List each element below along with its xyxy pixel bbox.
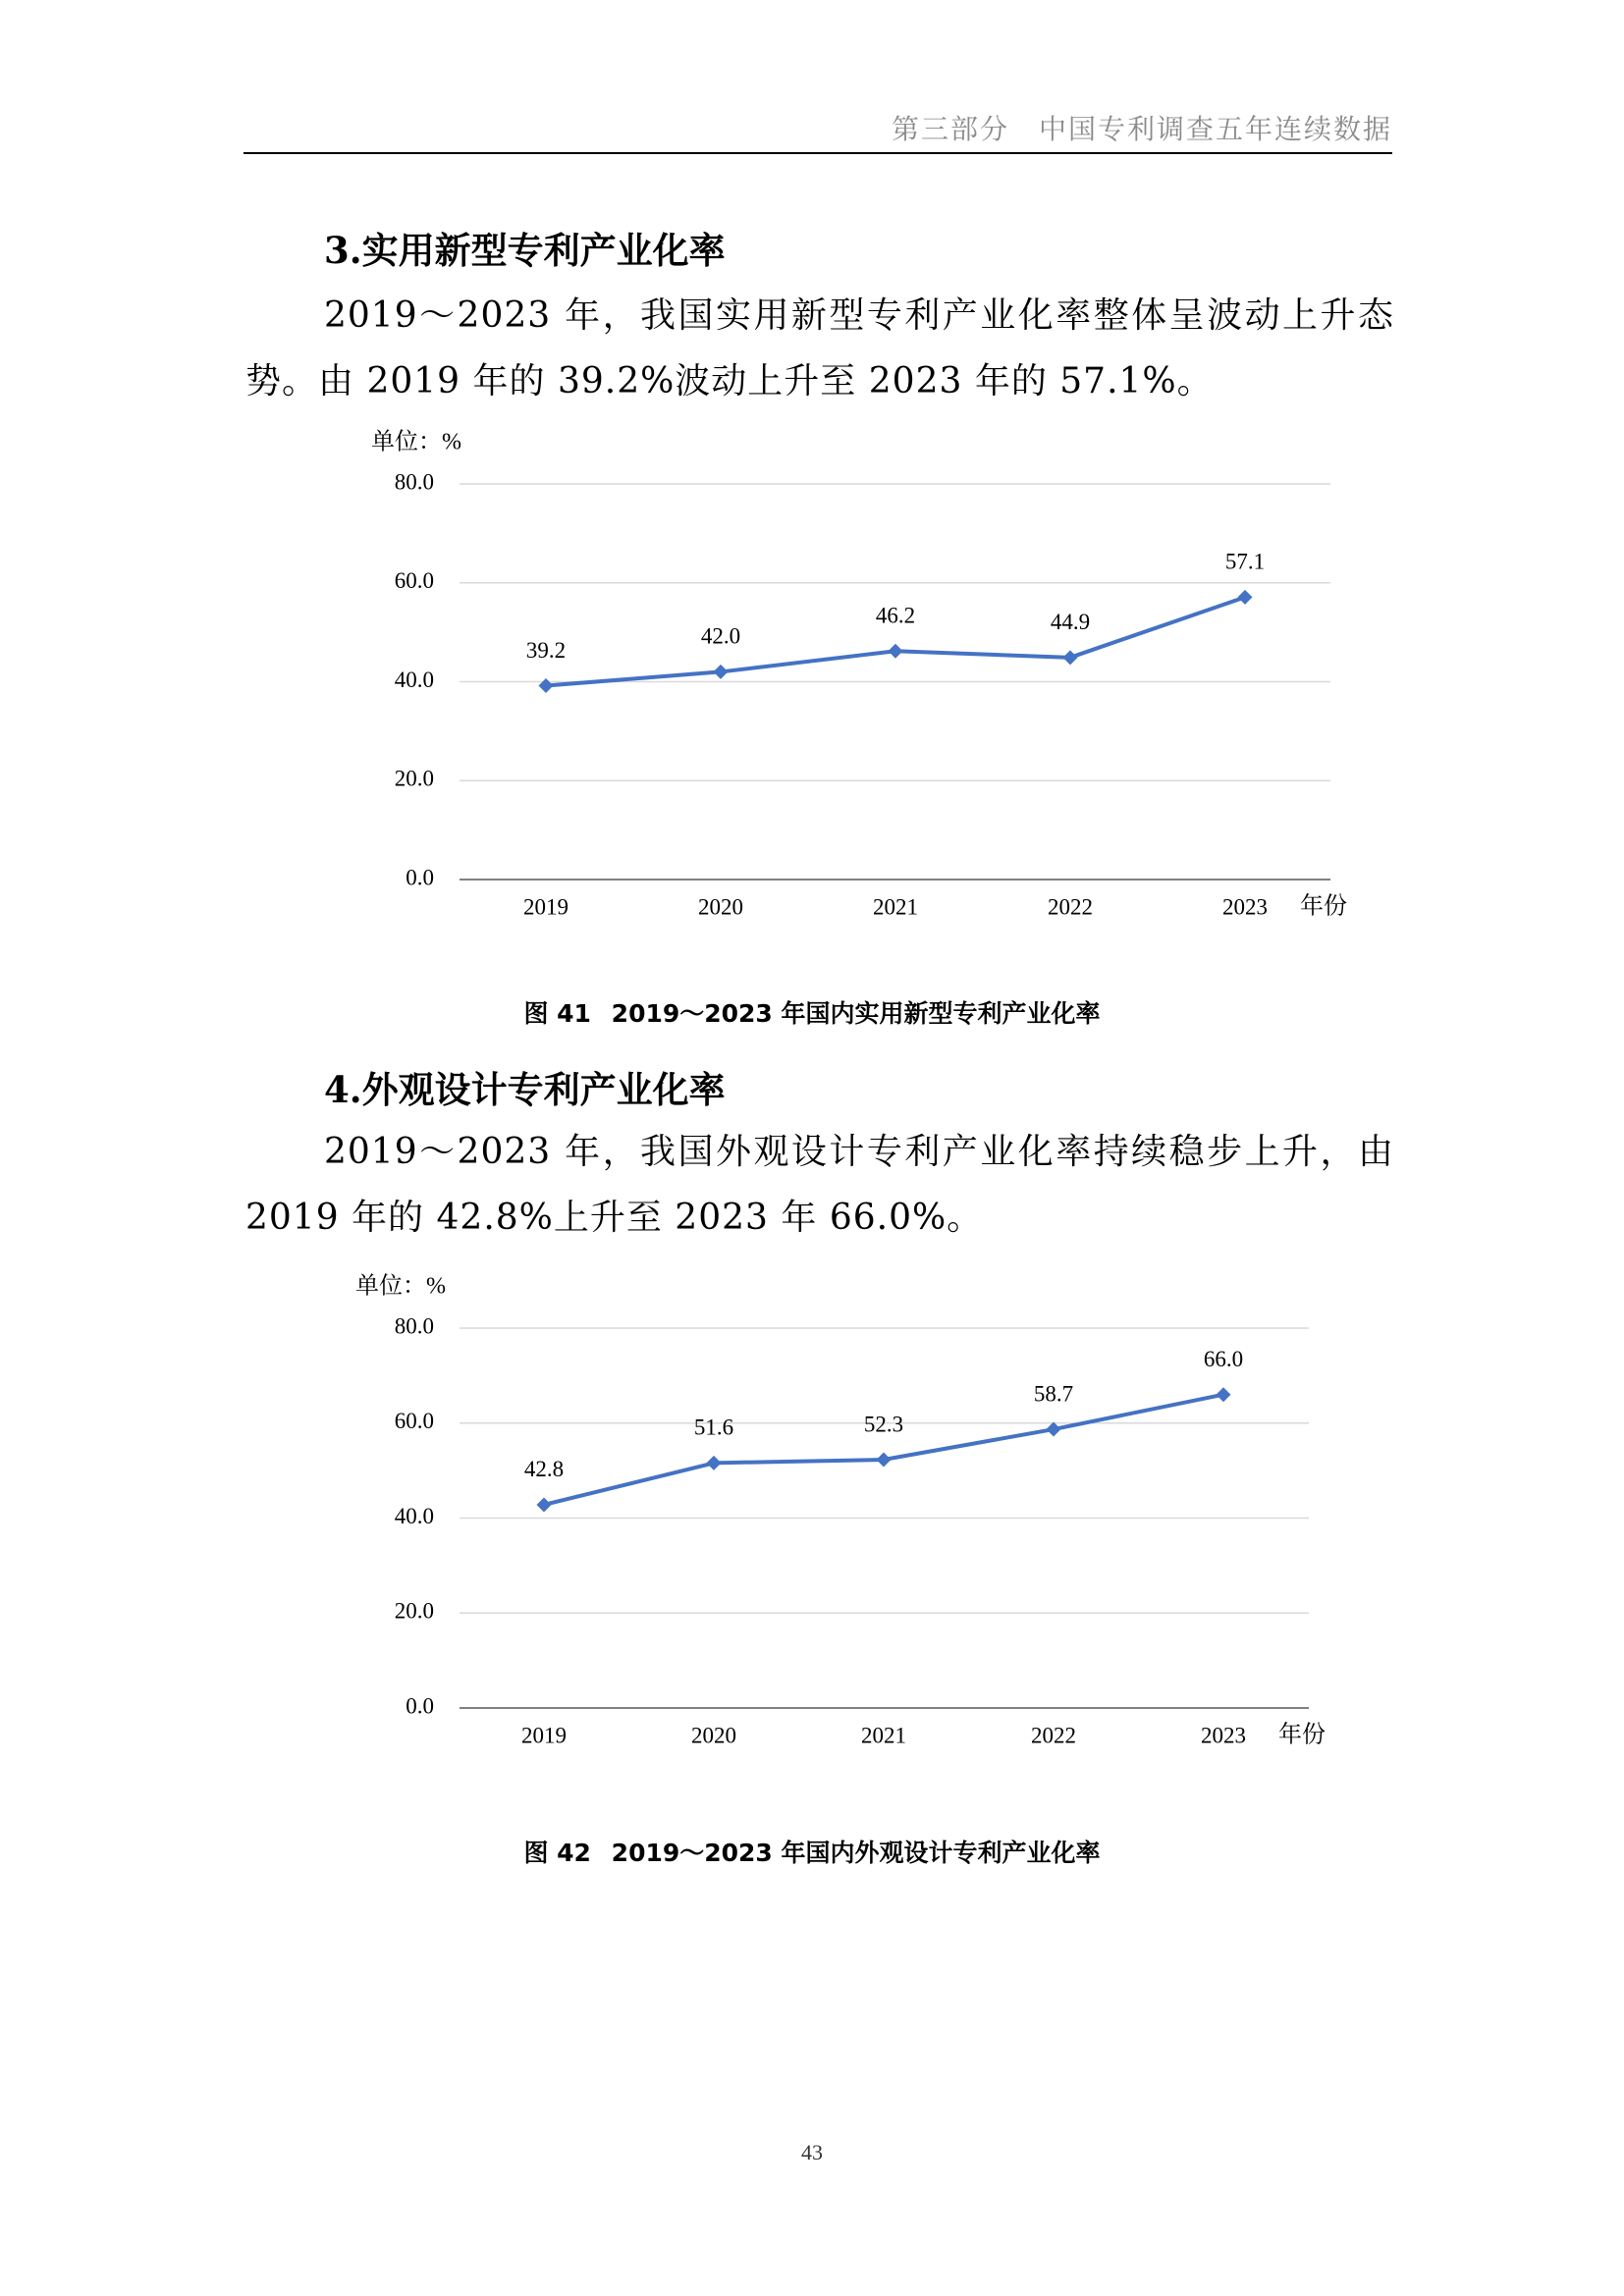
data-label: 39.2 [525, 637, 567, 663]
x-tick-label: 2019 [521, 1723, 567, 1748]
y-tick-label: 20.0 [394, 1598, 434, 1624]
unit-label: 单位：% [371, 429, 461, 455]
section-paragraph-utility-model: 2019～2023 年，我国实用新型专利产业化率整体呈波动上升态势。由 2019 年的 39.2%波动上升至 2023 年的 57.1%。 [245, 295, 1394, 401]
y-tick-label: 80.0 [394, 1313, 434, 1339]
y-tick-label: 0.0 [406, 865, 434, 890]
figure-41-caption [0, 994, 1624, 1030]
x-tick-label: 2023 [1201, 1723, 1246, 1748]
data-label: 42.0 [700, 623, 741, 649]
data-point-marker [714, 665, 729, 679]
x-tick-label: 2022 [1048, 894, 1093, 920]
data-point-marker [889, 644, 903, 659]
x-axis-label: 年份 [1278, 1722, 1326, 1748]
y-tick-label: 20.0 [394, 766, 434, 791]
x-tick-label: 2020 [698, 894, 743, 920]
caption-text: 2019～2023 年国内外观设计专利产业化率 [611, 1839, 1101, 1867]
data-label: 66.0 [1203, 1347, 1244, 1372]
y-tick-label: 40.0 [394, 1503, 434, 1528]
data-label: 46.2 [875, 603, 916, 628]
x-tick-label: 2019 [523, 894, 568, 920]
data-point-marker [1217, 1387, 1231, 1402]
design-chart [0, 1266, 1624, 1816]
data-point-marker [1238, 590, 1253, 605]
x-axis-label: 年份 [1300, 893, 1347, 920]
y-tick-label: 60.0 [394, 1409, 434, 1434]
section-paragraph-design: 2019～2023 年，我国外观设计专利产业化率持续稳步上升，由 2019 年的 42.8%上升至 2023 年 66.0%。 [245, 1132, 1394, 1238]
utility-model-line-chart [0, 422, 1624, 972]
data-label: 52.3 [863, 1412, 904, 1437]
section-heading-utility-model: 3.实用新型专利产业化率 [324, 229, 726, 272]
y-tick-label: 40.0 [394, 667, 434, 692]
caption-number: 图 42 [523, 1839, 591, 1867]
data-point-marker [1047, 1422, 1061, 1437]
caption-number: 图 41 [523, 999, 591, 1028]
x-tick-label: 2021 [861, 1723, 906, 1748]
utility-model-chart [0, 422, 1624, 972]
data-point-marker [1063, 650, 1078, 665]
figure-42-caption [0, 1834, 1624, 1869]
data-label: 44.9 [1050, 610, 1091, 635]
running-header: 第三部分 中国专利调查五年连续数据 [891, 113, 1392, 145]
caption-text: 2019～2023 年国内实用新型专利产业化率 [611, 999, 1101, 1028]
page-number: 43 [801, 2140, 823, 2164]
x-tick-label: 2023 [1222, 894, 1268, 920]
data-label: 58.7 [1033, 1381, 1074, 1407]
y-tick-label: 0.0 [406, 1693, 434, 1719]
header-rule [244, 152, 1392, 154]
data-point-marker [707, 1456, 722, 1470]
x-tick-label: 2021 [873, 894, 918, 920]
x-tick-label: 2022 [1031, 1723, 1076, 1748]
section-heading-design: 4.外观设计专利产业化率 [324, 1068, 726, 1111]
data-label: 57.1 [1224, 549, 1266, 574]
data-label: 42.8 [523, 1457, 565, 1482]
y-tick-label: 60.0 [394, 568, 434, 594]
data-label: 51.6 [693, 1415, 734, 1440]
data-point-marker [537, 1497, 552, 1512]
data-point-marker [877, 1452, 892, 1467]
x-tick-label: 2020 [691, 1723, 736, 1748]
data-point-marker [539, 678, 554, 693]
y-tick-label: 80.0 [394, 469, 434, 495]
unit-label: 单位：% [355, 1273, 446, 1300]
design-line-chart [0, 1266, 1624, 1816]
